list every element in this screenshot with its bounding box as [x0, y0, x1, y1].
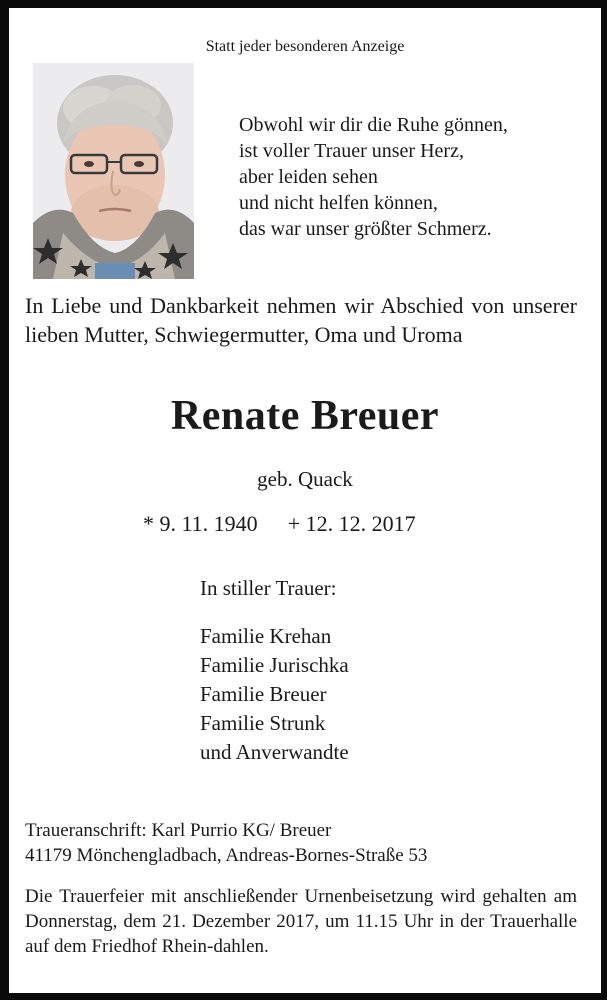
poem-line: Obwohl wir dir die Ruhe gönnen, — [239, 114, 508, 136]
header-title: Statt jeder besonderen Anzeige — [205, 38, 405, 55]
address-line-2: 41179 Mönchengladbach, Andreas-Bornes-Straße 53 — [25, 845, 428, 866]
mourners-list — [200, 622, 349, 767]
mourner-item: Familie Krehan — [200, 624, 332, 648]
poem-line: ist voller Trauer unser Herz, — [239, 140, 464, 162]
address-line-1: Traueranschrift: Karl Purrio KG/ Breuer — [25, 820, 332, 841]
mourner-item: Familie Jurischka — [200, 653, 349, 677]
poem-line: und nicht helfen können, — [239, 192, 438, 214]
portrait-icon — [33, 63, 194, 279]
portrait-photo — [33, 63, 194, 279]
mourning-address — [25, 818, 427, 868]
mourner-item: Familie Strunk — [200, 711, 326, 735]
poem-line: das war unser größter Schmerz. — [239, 218, 492, 240]
death-date: + 12. 12. 2017 — [287, 511, 416, 536]
poem-line: aber leiden sehen — [239, 166, 378, 188]
mourner-item: und Anverwandte — [200, 740, 349, 764]
life-dates — [143, 511, 416, 537]
maiden-name: geb. Quack — [257, 467, 353, 491]
intro-text: In Liebe und Dankbarkeit nehmen wir Abschied von unserer lieben Mutter, Schwiegermutter, Oma und Uroma — [25, 293, 577, 347]
mourners-heading: In stiller Trauer: — [200, 576, 337, 600]
deceased-name: Renate Breuer — [170, 393, 440, 439]
birth-date: * 9. 11. 1940 — [143, 511, 258, 536]
mourner-item: Familie Breuer — [200, 682, 327, 706]
funeral-service-info: Die Trauerfeier mit anschließender Urnenbeisetzung wird gehalten am Donnerstag, dem 21. Dezember 2017, um 11.15 Uhr in der Trauerhalle auf dem Friedhof Rhein-dahlen. — [25, 886, 577, 957]
obituary-card — [9, 8, 601, 993]
poem — [239, 112, 508, 242]
